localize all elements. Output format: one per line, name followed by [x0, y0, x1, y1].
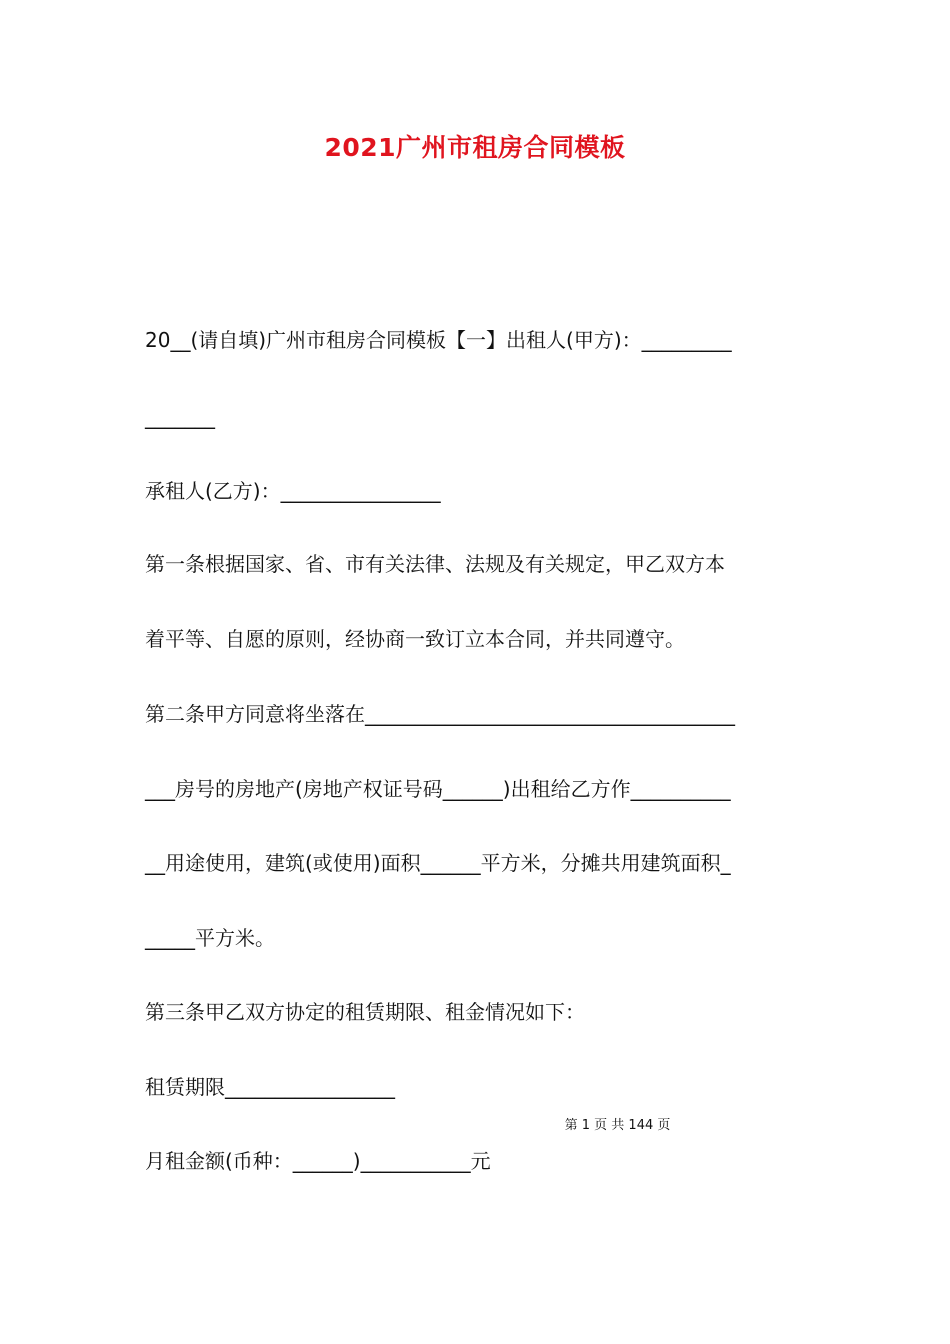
page-footer: 第 1 页 共 144 页 — [564, 1118, 671, 1133]
contract-line-3: 承租人(乙方)：________________ — [145, 479, 441, 503]
contract-line-4: 第一条根据国家、省、市有关法律、法规及有关规定，甲乙双方本 — [145, 552, 725, 576]
contract-line-2: _______ — [145, 405, 215, 429]
contract-line-1: 20__(请自填)广州市租房合同模板【一】出租人(甲方)：_________ — [145, 328, 732, 352]
contract-line-8: __用途使用，建筑(或使用)面积______平方米，分摊共用建筑面积_ — [145, 851, 731, 875]
contract-line-11: 租赁期限_________________ — [145, 1075, 395, 1099]
document-title: 2021广州市租房合同模板 — [324, 133, 626, 162]
contract-line-9: _____平方米。 — [145, 926, 275, 950]
contract-line-12: 月租金额(币种：______)___________元 — [145, 1149, 491, 1173]
contract-line-5: 着平等、自愿的原则，经协商一致订立本合同，并共同遵守。 — [145, 627, 685, 651]
contract-line-6: 第二条甲方同意将坐落在_____________________________________ — [145, 702, 735, 726]
contract-line-10: 第三条甲乙双方协定的租赁期限、租金情况如下： — [145, 1000, 585, 1024]
contract-line-7: ___房号的房地产(房地产权证号码______)出租给乙方作__________ — [145, 777, 731, 801]
